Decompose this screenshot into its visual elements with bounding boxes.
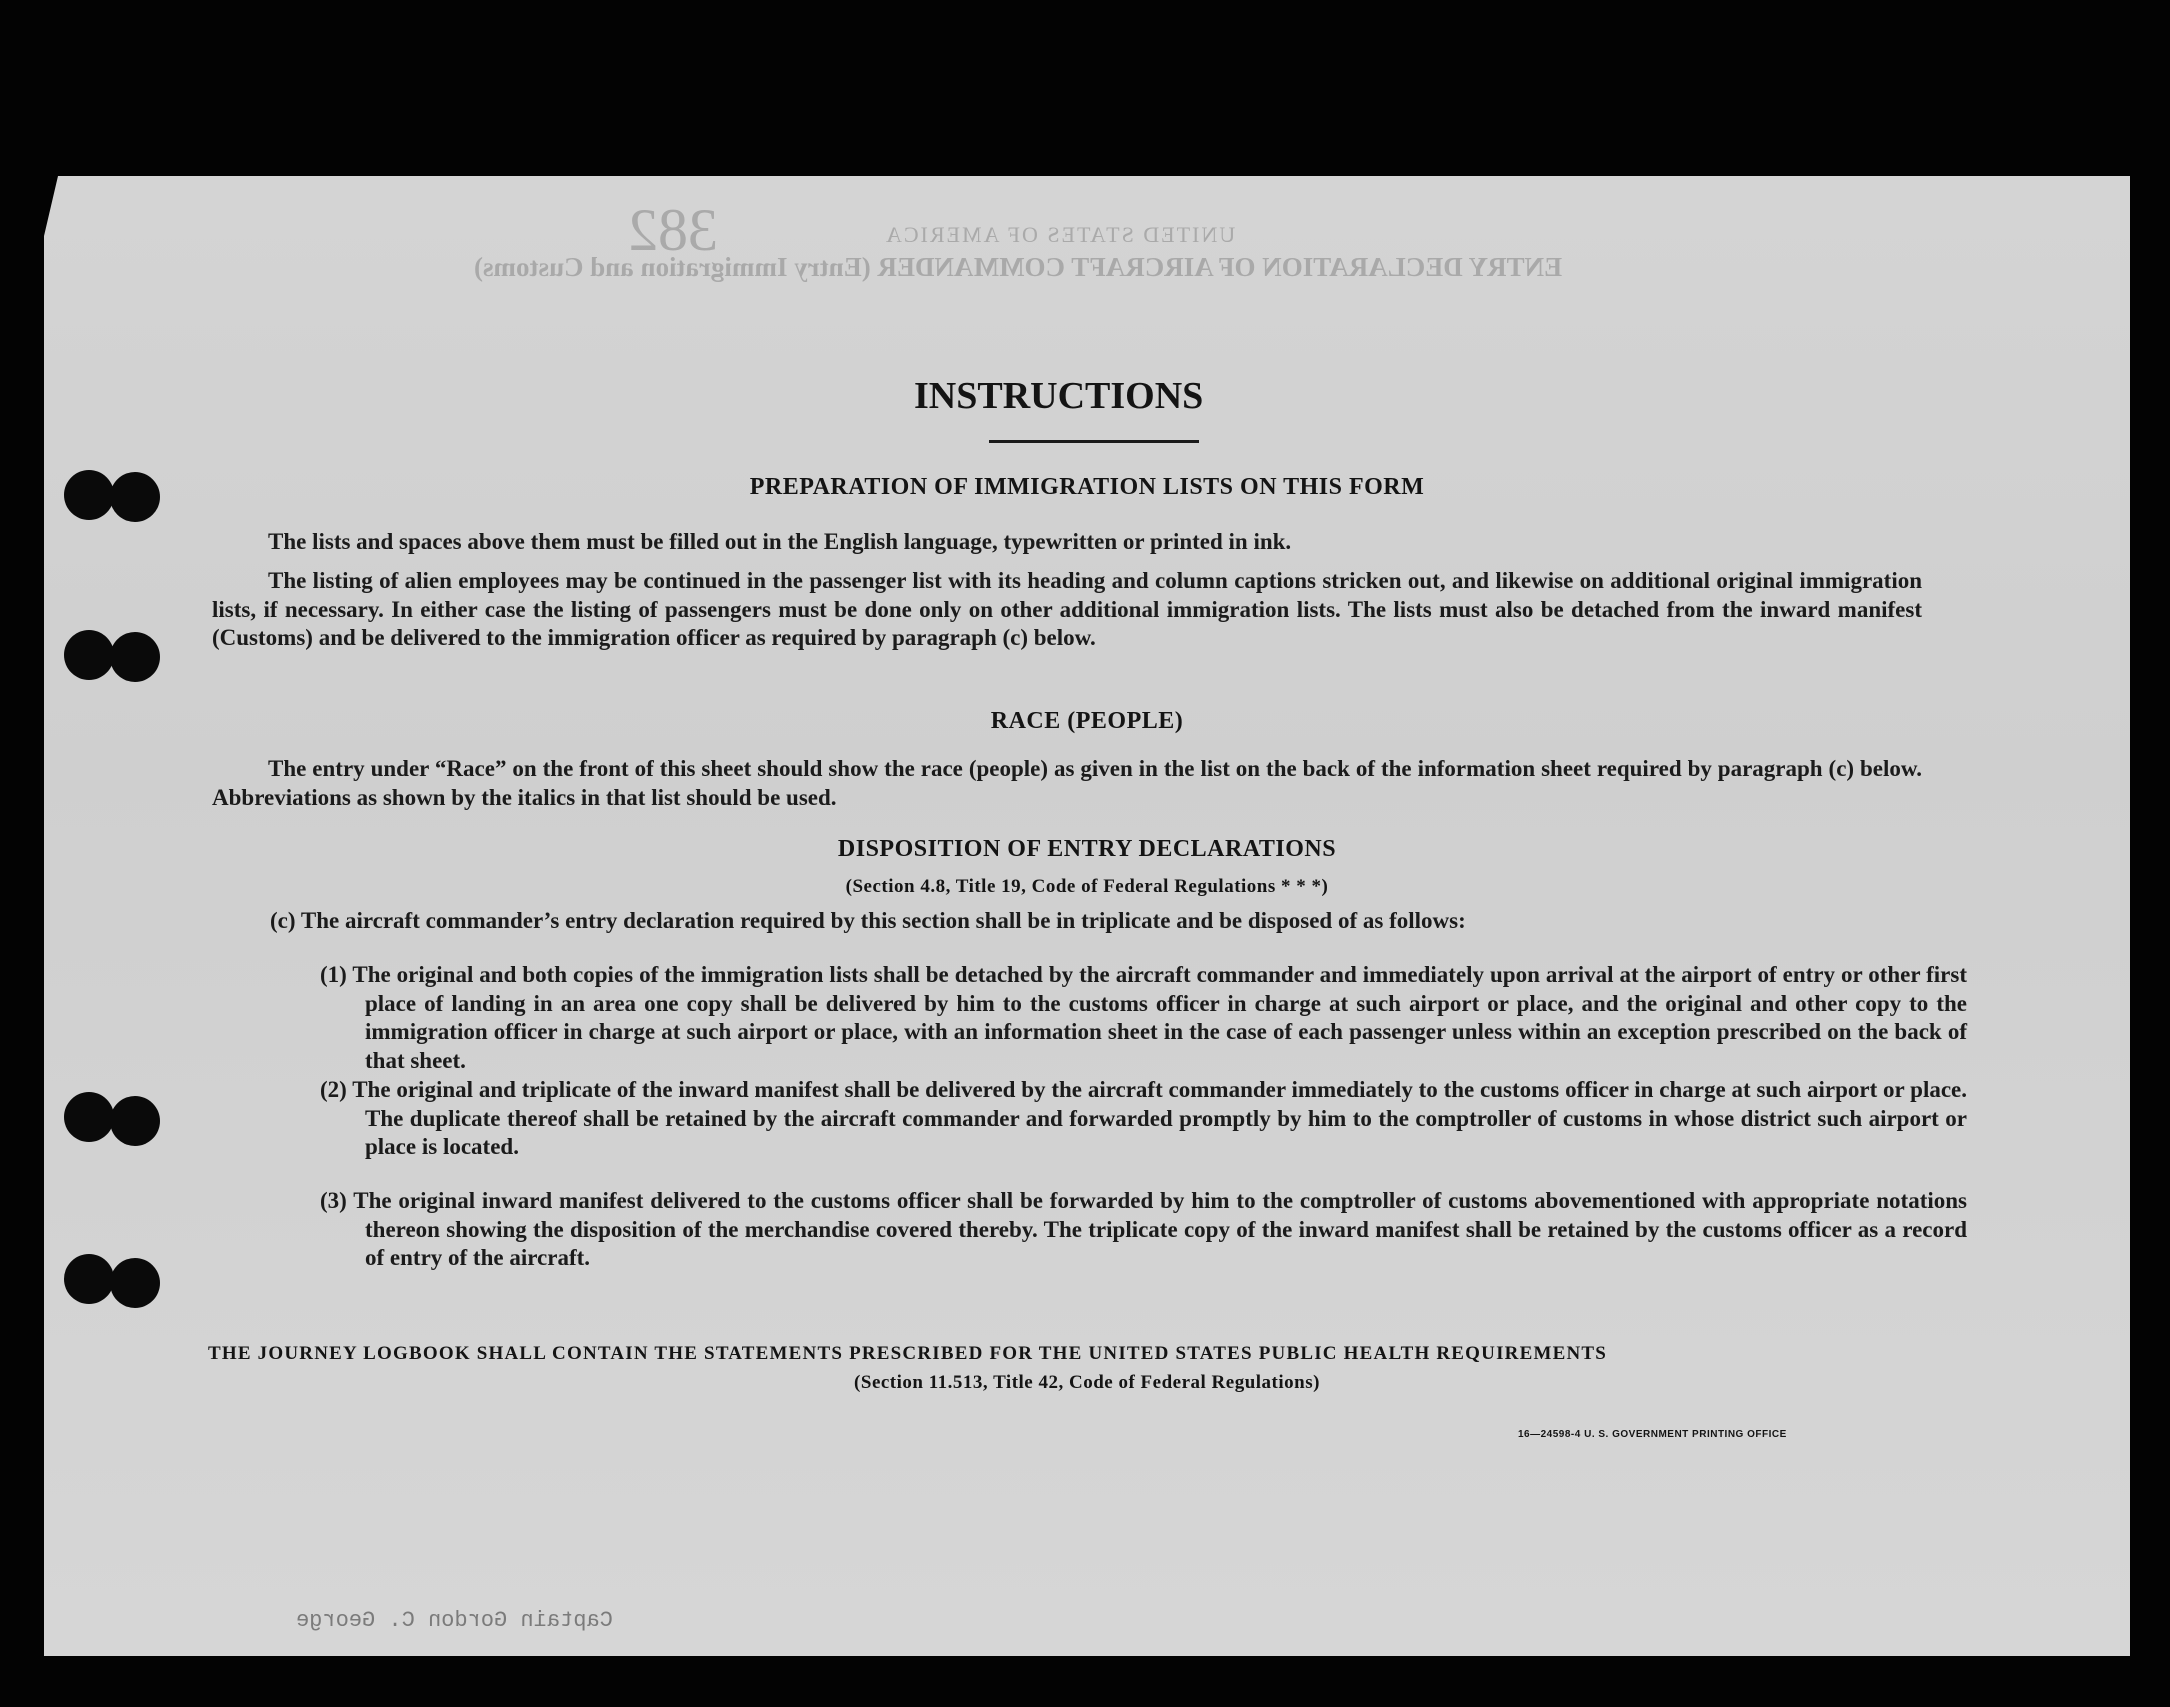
list-item-disposition-1: (1) The original and both copies of the immigration lists shall be detached by the aircraft commander and immediately upon arrival at the airport of entry or other first place of landing in an area one copy shall be delivered by him to the customs officer in charge at such airport or place, and the original and other copy to the immigration officer in charge at such airport or place, with an information sheet in the case of each passenger unless within an exception prescribed on the back of that sheet. xyxy=(320,962,1967,1073)
section-heading-race: RACE (PEOPLE) xyxy=(990,708,1184,734)
bleed-through-number: 382 xyxy=(628,197,718,263)
paragraph-preparation-2: The listing of alien employees may be continued in the passenger list with its heading and column captions stricken out, and likewise on additional original immigration lists, if necessary. In either case the listing of passengers must be done only on other additional immigration lists. The lists must also be detached from the inward manifest (Customs) and be delivered to the immigration officer as required by paragraph (c) below. xyxy=(212,568,1922,650)
paragraph-race: The entry under “Race” on the front of this sheet should show the race (people) as given in the list on the back of the information sheet required by paragraph (c) below. Abbreviations as shown by the italics in that list should be used. xyxy=(212,756,1922,810)
footer-health-requirements: THE JOURNEY LOGBOOK SHALL CONTAIN THE STATEMENTS PRESCRIBED FOR THE UNITED STATES PUBLIC HEALTH REQUIREMENTS xyxy=(208,1343,1608,1364)
bleed-through-subheader: ENTRY DECLARATION OF AIRCRAFT COMMANDER (Entry Immigration and Customs) xyxy=(474,252,1563,282)
paragraph-preparation-1: The lists and spaces above them must be filled out in the English language, typewritten or printed in ink. xyxy=(268,529,1292,554)
list-item-disposition-3: (3) The original inward manifest delivered to the customs officer shall be forwarded by him to the comptroller of customs abovementioned with appropriate notations thereon showing the disposition of the merchandise covered thereby. The triplicate copy of the inward manifest shall be retained by the customs officer as a record of entry of the aircraft. xyxy=(320,1188,1967,1270)
footer-regulation-citation: (Section 11.513, Title 42, Code of Federal Regulations) xyxy=(854,1372,1320,1393)
section-heading-disposition: DISPOSITION OF ENTRY DECLARATIONS xyxy=(837,836,1337,862)
page-title: INSTRUCTIONS xyxy=(914,375,1204,417)
bleed-through-header: UNITED STATES OF AMERICA xyxy=(884,222,1236,247)
title-underline xyxy=(989,440,1199,443)
section-subheading-disposition: (Section 4.8, Title 19, Code of Federal Regulations * * *) xyxy=(845,876,1329,897)
instructions-content xyxy=(44,176,2130,1656)
section-heading-preparation: PREPARATION OF IMMIGRATION LISTS ON THIS FORM xyxy=(749,474,1425,500)
list-item-disposition-2: (2) The original and triplicate of the inward manifest shall be delivered by the aircraft commander immediately to the customs officer in charge at such airport or place. The duplicate thereof shall be retained by the aircraft commander and forwarded promptly by him to the comptroller of customs in whose district such airport or place is located. xyxy=(320,1077,1967,1159)
document-page xyxy=(44,176,2130,1656)
bleed-through-typed-signature: Captain Gordon C. George xyxy=(296,1608,613,1633)
paragraph-disposition-intro: (c) The aircraft commander’s entry declaration required by this section shall be in triplicate and be disposed of as follows: xyxy=(270,908,1466,933)
printer-imprint: 16—24598-4 U. S. GOVERNMENT PRINTING OFFICE xyxy=(1518,1429,1787,1440)
